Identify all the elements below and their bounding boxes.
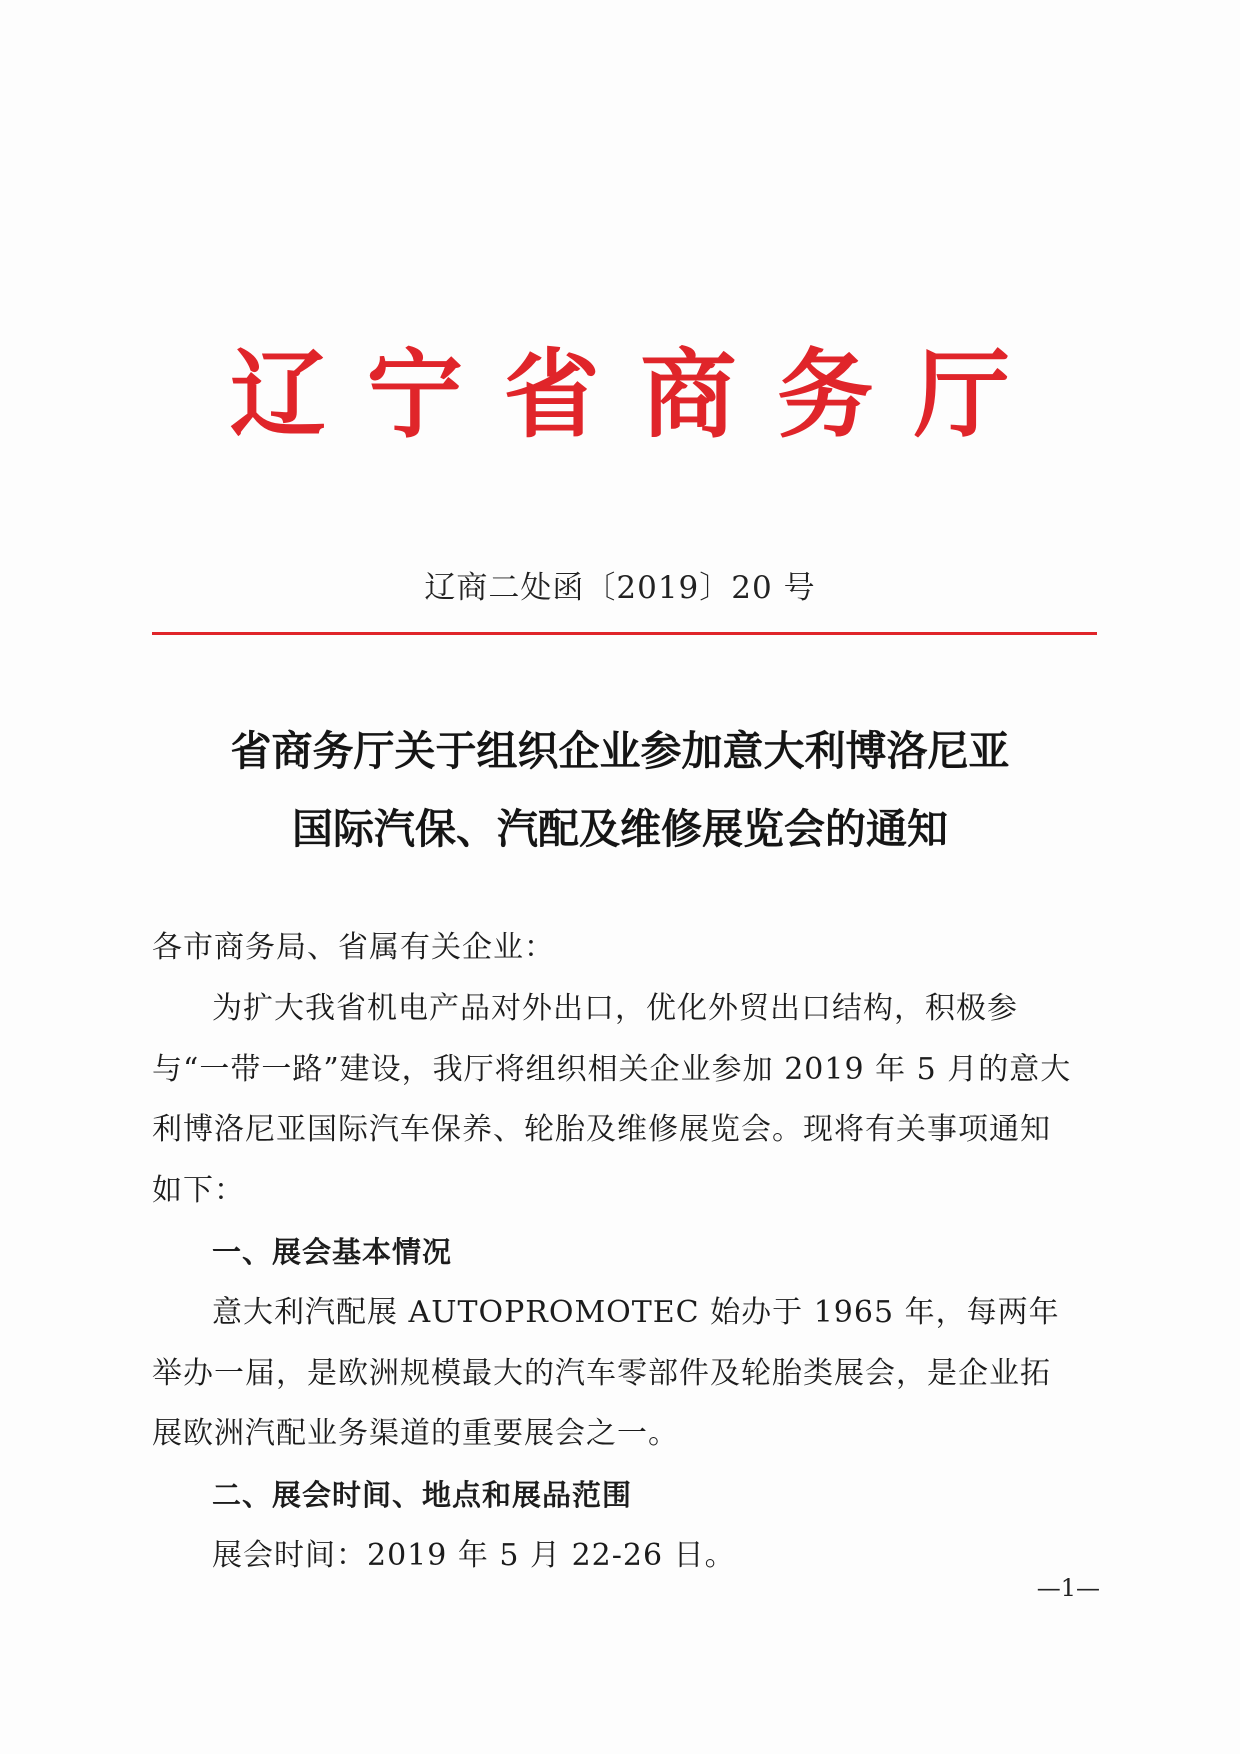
notice-title	[0, 712, 1240, 868]
intro-paragraph: 为扩大我省机电产品对外出口，优化外贸出口结构，积极参与“一带一路”建设，我厅将组织相关企业参加 2019 年 5 月的意大利博洛尼亚国际汽车保养、轮胎及维修展览会。现将有关事项通知如下：	[152, 990, 1072, 1209]
document-body	[152, 918, 1077, 1587]
page-number: —1—	[1036, 1574, 1100, 1602]
org-char: 辽	[230, 338, 326, 451]
notice-title-line-2: 国际汽保、汽配及维修展览会的通知	[292, 805, 948, 853]
document-number: 辽商二处函〔2019〕20 号	[424, 570, 816, 606]
salutation: 各市商务局、省属有关企业：	[152, 930, 555, 965]
section-1-heading: 一、展会基本情况	[212, 1234, 453, 1269]
org-char: 厅	[913, 338, 1010, 451]
exhibition-time: 展会时间：2019 年 5 月 22-26 日。	[212, 1537, 736, 1573]
notice-title-line-1: 省商务厅关于组织企业参加意大利博洛尼亚	[230, 727, 1010, 775]
org-char: 务	[777, 338, 874, 451]
issuing-organization-title	[230, 340, 1010, 450]
section-1-paragraph: 意大利汽配展 AUTOPROMOTEC 始办于 1965 年，每两年举办一届，是欧洲规模最大的汽车零部件及轮胎类展会，是企业拓展欧洲汽配业务渠道的重要展会之一。	[152, 1294, 1060, 1452]
org-char: 省	[503, 338, 600, 451]
section-2-heading: 二、展会时间、地点和展品范围	[212, 1478, 633, 1513]
org-char: 宁	[366, 338, 463, 451]
org-char: 商	[640, 338, 737, 451]
letterhead-divider	[152, 632, 1097, 635]
